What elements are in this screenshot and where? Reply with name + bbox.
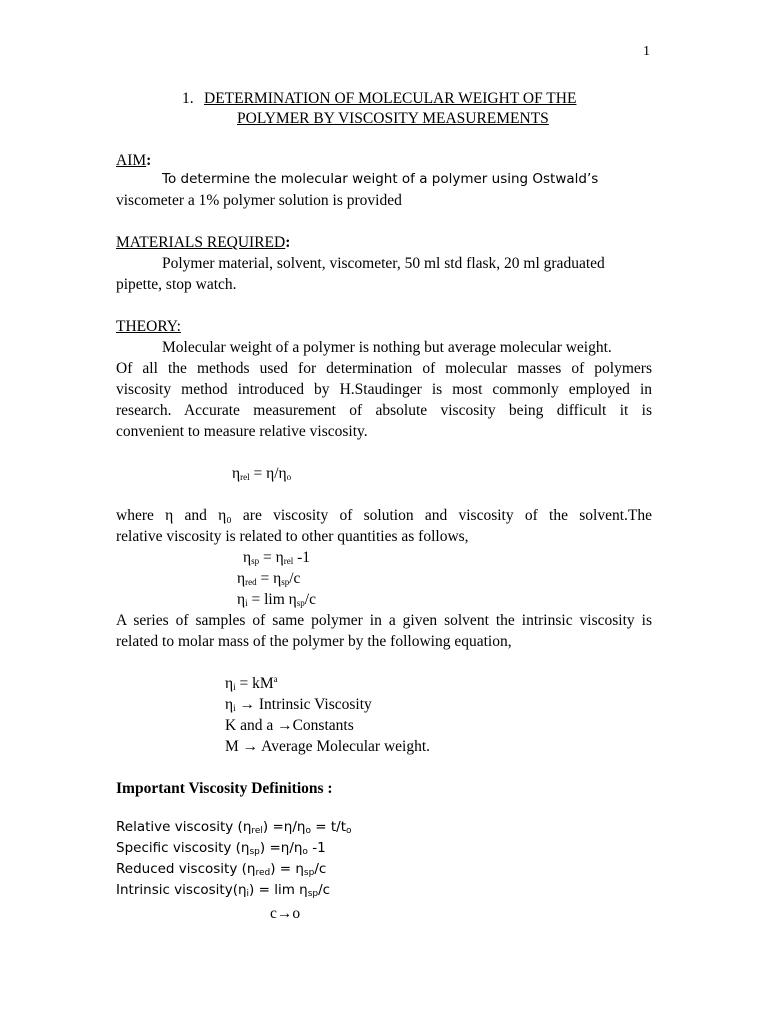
aim-label-colon: : xyxy=(146,152,152,169)
aim-line-1: To determine the molecular weight of a polymer using Ostwald’s xyxy=(162,171,599,187)
definition-specific-viscosity: Specific viscosity $(\eta_{sp}) =\eta/\eta_o$ -1 xyxy=(116,840,326,857)
definition-constants: K and a →Constants xyxy=(225,717,354,734)
definition-relative-viscosity: Relative viscosity $(\eta_{rel}) =\eta/\eta_o = t/t_o$ xyxy=(116,819,352,836)
materials-label-colon: : xyxy=(285,234,291,251)
equation-specific-viscosity: $\eta_{sp} = \eta_{rel}$ -1 xyxy=(243,549,311,566)
equation-relative-viscosity: $\eta_{rel} = \eta/\eta_o$ xyxy=(232,465,292,482)
definition-intrinsic: $\eta_i$ → Intrinsic Viscosity xyxy=(225,696,372,713)
definition-intrinsic-viscosity: Intrinsic $viscosity(\eta_i) = \lim \eta_{sp}/c$ xyxy=(116,882,331,899)
materials-line-1: Polymer material, solvent, viscometer, 50 ml std flask, 20 ml graduated xyxy=(162,255,605,272)
heading-line-2: POLYMER BY VISCOSITY MEASUREMENTS xyxy=(237,110,549,127)
theory-para2-line-1: where η and η₀ are viscosity of solution and viscosity of the solvent.The xyxy=(116,507,652,524)
equation-mark-houwink: $\eta_i = kM^a$ xyxy=(225,674,278,692)
definitions-title: Important Viscosity Definitions : xyxy=(116,780,333,797)
materials-line-2: pipette, stop watch. xyxy=(116,276,237,293)
materials-label xyxy=(116,232,290,253)
equation-reduced-viscosity: $\eta_{red} = \eta_{sp}/c$ xyxy=(237,570,301,587)
definition-limit: c→o xyxy=(270,905,301,922)
aim-line-2: viscometer a 1% polymer solution is provided xyxy=(116,192,402,209)
theory-label: THEORY: xyxy=(116,318,181,335)
theory-para3-line-1: A series of samples of same polymer in a given solvent the intrinsic viscosity is xyxy=(116,612,652,629)
definition-reduced-viscosity: Reduced viscosity $(\eta_{red}) = \eta_{sp}/c$ xyxy=(116,861,327,878)
theory-para1-line-4: research. Accurate measurement of absolute viscosity being difficult it is xyxy=(116,402,652,419)
theory-para2-line-2: relative viscosity is related to other quantities as follows, xyxy=(116,528,469,545)
theory-para1-line-5: convenient to measure relative viscosity. xyxy=(116,423,368,440)
theory-para3-line-2: related to molar mass of the polymer by the following equation, xyxy=(116,633,512,650)
aim-label-text: AIM xyxy=(116,152,147,169)
page-number: 1 xyxy=(643,44,650,59)
heading-line-1: DETERMINATION OF MOLECULAR WEIGHT OF THE xyxy=(204,90,577,107)
theory-para1-line-3: viscosity method introduced by H.Staudinger is most commonly employed in xyxy=(116,381,652,398)
theory-para1-line-1: Molecular weight of a polymer is nothing but average molecular weight. xyxy=(162,339,612,356)
equation-intrinsic-viscosity: $\eta_i = \lim \eta_{sp}/c$ xyxy=(237,591,316,608)
aim-label xyxy=(116,150,151,171)
heading-number: 1. xyxy=(182,90,194,107)
definition-average-mw: M → Average Molecular weight. xyxy=(225,738,431,755)
materials-label-text: MATERIALS REQUIRED xyxy=(116,234,286,251)
theory-para1-line-2: Of all the methods used for determination of molecular masses of polymers xyxy=(116,360,652,377)
